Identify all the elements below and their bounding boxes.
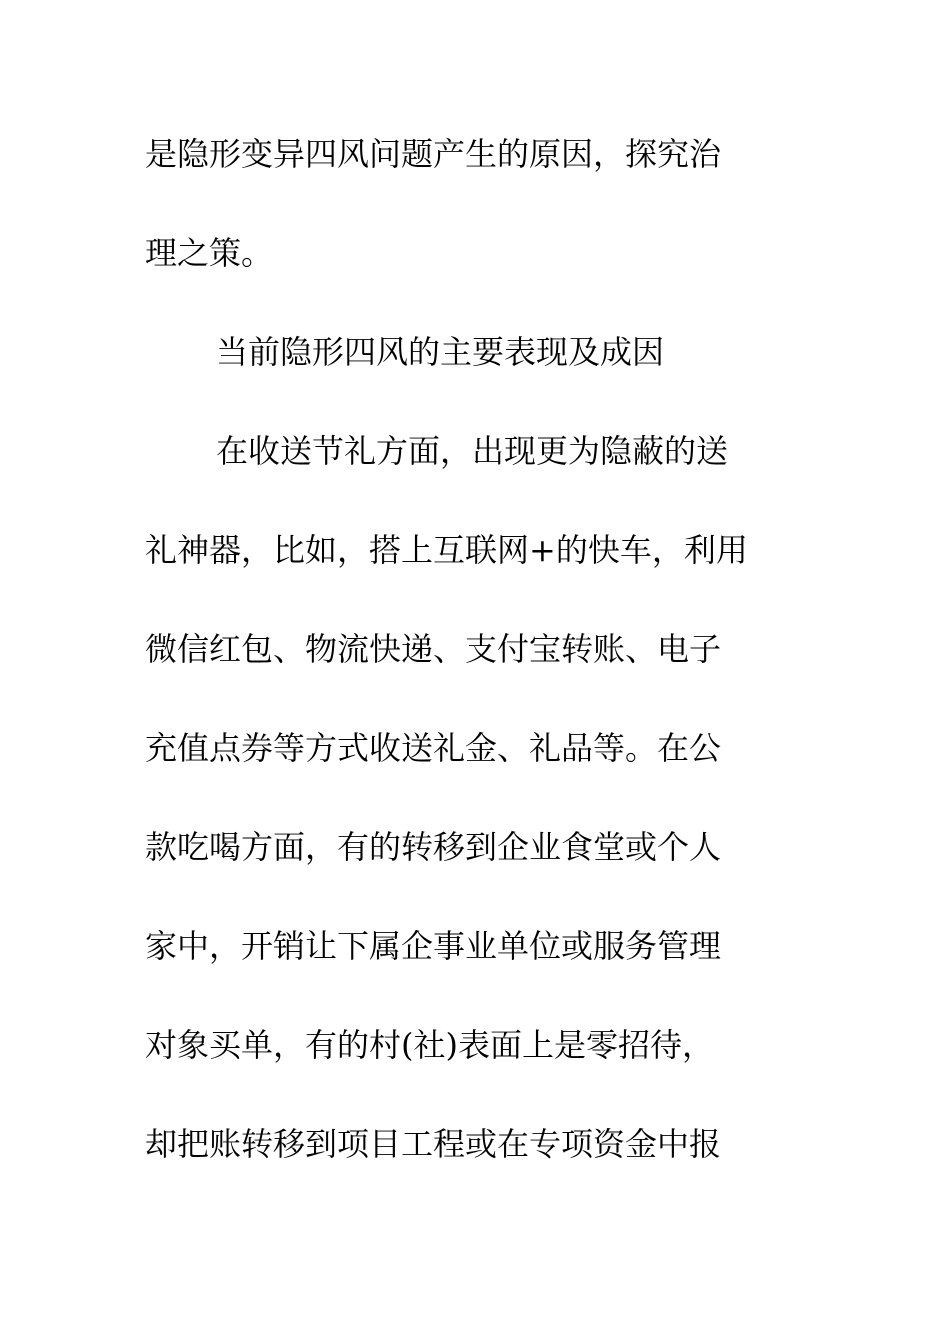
text-line-10: 对象买单，有的村(社)表面上是零招待， <box>145 1026 714 1064</box>
text-line-11: 却把账转移到项目工程或在专项资金中报 <box>145 1125 722 1163</box>
paragraph-first-line: 在收送节礼方面，出现更为隐蔽的送 <box>216 432 729 470</box>
text-line-9: 家中，开销让下属企事业单位或服务管理 <box>145 927 722 965</box>
text-line-5: 礼神器，比如，搭上互联网+的快车，利用 <box>145 531 748 569</box>
text-line-1: 是隐形变异四风问题产生的原因，探究治 <box>145 135 722 173</box>
text-line-6: 微信红包、物流快递、支付宝转账、电子 <box>145 630 722 668</box>
text-line-7: 充值点券等方式收送礼金、礼品等。在公 <box>145 729 722 767</box>
text-line-8: 款吃喝方面，有的转移到企业食堂或个人 <box>145 828 722 866</box>
text-line-2: 理之策。 <box>145 234 274 272</box>
section-heading: 当前隐形四风的主要表现及成因 <box>216 333 665 371</box>
